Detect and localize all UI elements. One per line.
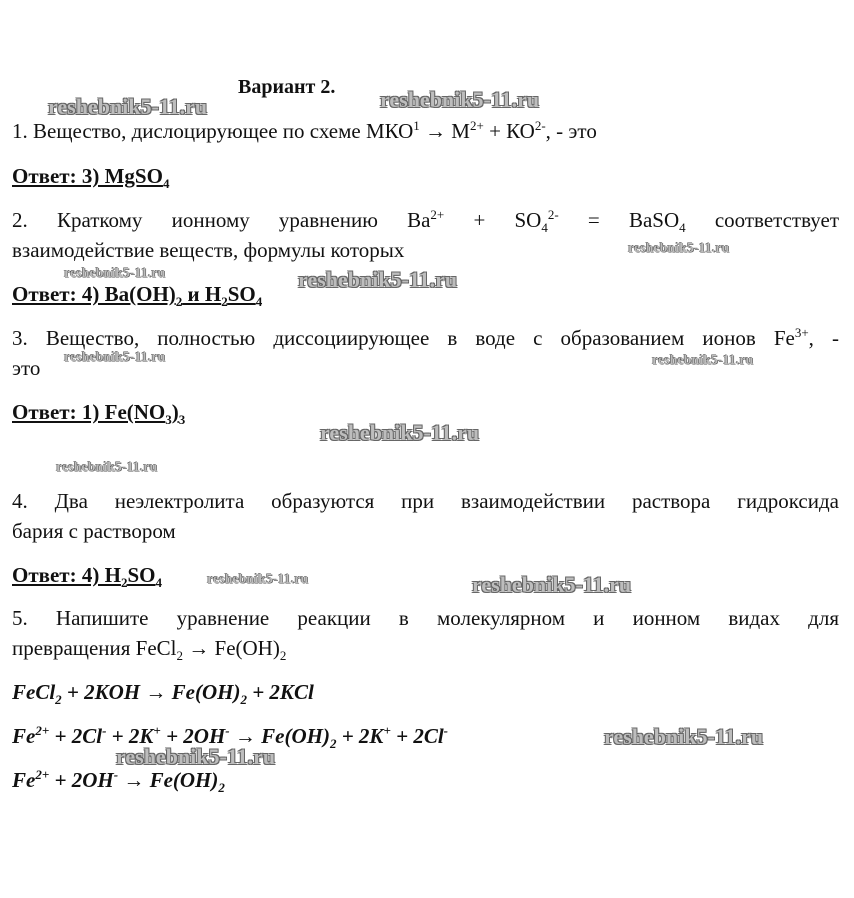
answer-3: Ответ: 1) $Fe(NO_3)_3$ [12, 400, 186, 428]
watermark: reshebnik5-11.ru [116, 744, 276, 769]
watermark: reshebnik5-11.ru [472, 572, 632, 597]
question-2-line-1: 2. Краткому ионному уравнению $Ва^{2+} + SO_4^{2-}$ = BaSO$_4$ соответствует [12, 207, 840, 236]
question-1: 1. Вещество, дислоцирующее по схеме $МКО^1 \to М^{2+} + КО^{2-}$, - это [12, 118, 597, 143]
watermark: reshebnik5-11.ru [604, 724, 764, 749]
watermark: reshebnik5-11.ru [628, 241, 730, 256]
watermark: reshebnik5-11.ru [64, 350, 166, 365]
answer-4: Ответ: 4) $H_2SO_4$ [12, 563, 162, 591]
answer-1: Ответ: 3) MgSO$_4$ [12, 164, 170, 192]
watermark: reshebnik5-11.ru [207, 572, 309, 587]
question-3-line-1: 3. Вещество, полностью диссоциирующее в воде с образованием ионов $Fe^{3+}$, - [12, 325, 839, 350]
watermark: reshebnik5-11.ru [320, 420, 480, 445]
question-5-line-2: превращения FeCl$_2$ → $Fe(OH)_2$ [12, 636, 287, 664]
answer-2: Ответ: 4) $Ва(ОН)_2$ и $H_2SO_4$ [12, 282, 263, 310]
watermark: reshebnik5-11.ru [298, 267, 458, 292]
equation-molecular: FeCl$_2$ + $2KOH \to Fe(OH)_2 + 2KCl$ [12, 680, 314, 708]
equation-short-ionic: $Fe^{2+} + 2OH^- \to Fe(OH)_2$ [12, 767, 225, 796]
question-3-line-2: это [12, 356, 41, 380]
equation-full-ionic: $Fe^{2+} + 2Cl^- + 2K^+ + 2OH^- \to Fe(OH)_2 + 2K^+ + 2Cl^-$ [12, 723, 449, 752]
page-title: Вариант 2. [238, 76, 336, 98]
watermark: reshebnik5-11.ru [56, 460, 158, 475]
question-2-line-2: взаимодействие веществ, формулы которых [12, 238, 405, 262]
question-4-line-1: 4. Два неэлектролита образуются при взаимодействии раствора гидроксида [12, 489, 839, 513]
watermark: reshebnik5-11.ru [48, 94, 208, 119]
question-5-line-1: 5. Напишите уравнение реакции в молекулярном и ионном видах для [12, 606, 839, 630]
watermark: reshebnik5-11.ru [380, 87, 540, 112]
question-4-line-2: бария с раствором [12, 519, 176, 543]
watermark: reshebnik5-11.ru [652, 353, 754, 368]
watermark: reshebnik5-11.ru [64, 266, 166, 281]
